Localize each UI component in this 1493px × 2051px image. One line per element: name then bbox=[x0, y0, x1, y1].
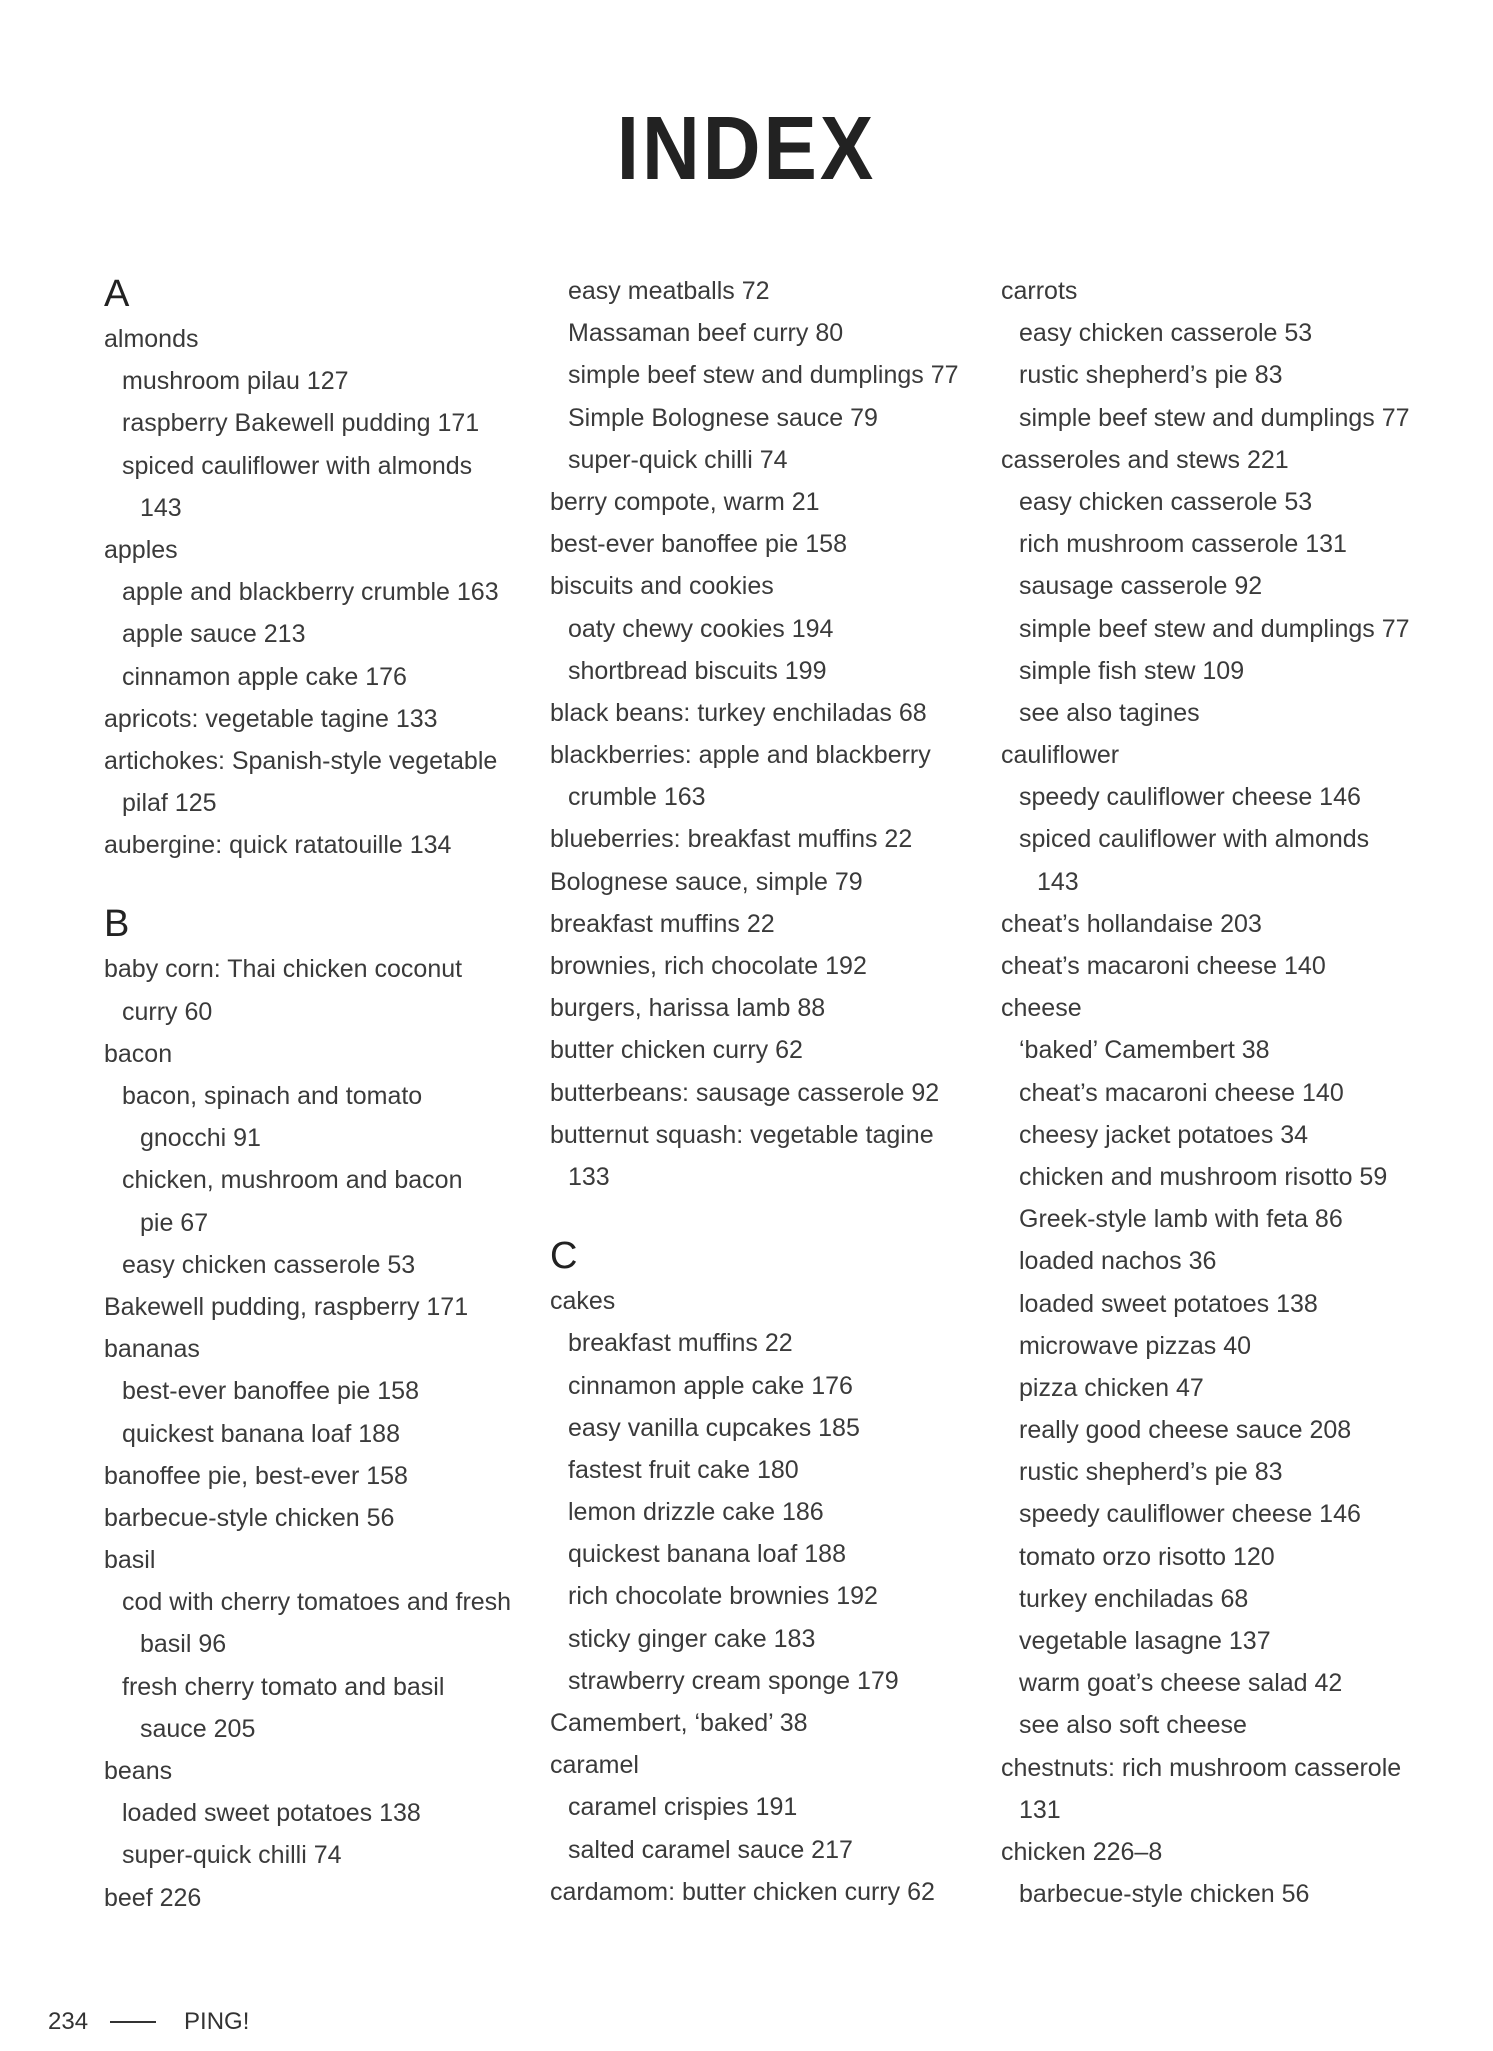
index-entry: burgers, harissa lamb 88 bbox=[550, 994, 826, 1023]
index-subentry: Simple Bolognese sauce 79 bbox=[568, 403, 878, 432]
index-entry: breakfast muffins 22 bbox=[550, 909, 775, 938]
index-subentry: Greek-style lamb with feta 86 bbox=[1019, 1205, 1343, 1234]
index-entry: cheat’s macaroni cheese 140 bbox=[1001, 952, 1326, 980]
index-continuation: sauce 205 bbox=[140, 1714, 256, 1743]
index-subentry: vegetable lasagne 137 bbox=[1019, 1627, 1271, 1655]
index-entry: bananas bbox=[104, 1335, 200, 1364]
book-title: PING! bbox=[184, 2008, 250, 2035]
index-subentry: turkey enchiladas 68 bbox=[1019, 1584, 1249, 1613]
index-subentry: spiced cauliflower with almonds bbox=[122, 451, 473, 480]
index-entry: carrots bbox=[1001, 277, 1078, 305]
index-subentry: cinnamon apple cake 176 bbox=[568, 1371, 853, 1400]
index-entry: brownies, rich chocolate 192 bbox=[550, 952, 867, 980]
index-subentry: 133 bbox=[568, 1162, 610, 1191]
index-entry: Camembert, ‘baked’ 38 bbox=[550, 1709, 808, 1737]
index-entry: artichokes: Spanish-style vegetable bbox=[104, 746, 498, 775]
index-entry: apples bbox=[104, 535, 178, 564]
index-column-2 bbox=[550, 270, 990, 1913]
index-entry: caramel bbox=[550, 1751, 639, 1780]
index-subentry: Massaman beef curry 80 bbox=[568, 319, 844, 348]
index-entry: almonds bbox=[104, 325, 199, 353]
index-subentry: mushroom pilau 127 bbox=[122, 367, 349, 396]
index-entry: banoffee pie, best-ever 158 bbox=[104, 1461, 408, 1490]
index-subentry: warm goat’s cheese salad 42 bbox=[1019, 1669, 1343, 1698]
index-subentry: barbecue-style chicken 56 bbox=[1019, 1880, 1310, 1909]
index-subentry: chicken, mushroom and bacon bbox=[122, 1166, 463, 1195]
index-subentry: pilaf 125 bbox=[122, 789, 217, 818]
index-subentry: super-quick chilli 74 bbox=[568, 445, 788, 474]
index-entry: baby corn: Thai chicken coconut bbox=[104, 955, 463, 984]
index-subentry: loaded sweet potatoes 138 bbox=[1019, 1289, 1318, 1318]
index-subentry: spiced cauliflower with almonds bbox=[1019, 825, 1370, 854]
index-subentry: cod with cherry tomatoes and fresh bbox=[122, 1588, 512, 1617]
index-subentry: apple and blackberry crumble 163 bbox=[122, 578, 499, 607]
index-subentry: caramel crispies 191 bbox=[568, 1793, 798, 1822]
index-entry: chestnuts: rich mushroom casserole bbox=[1001, 1753, 1402, 1782]
index-subentry: cheat’s macaroni cheese 140 bbox=[1019, 1078, 1344, 1107]
index-column-3 bbox=[1001, 270, 1441, 1915]
index-continuation: 143 bbox=[1037, 867, 1079, 896]
index-subentry: salted caramel sauce 217 bbox=[568, 1835, 853, 1864]
index-subentry: curry 60 bbox=[122, 997, 213, 1026]
index-entry: best-ever banoffee pie 158 bbox=[550, 530, 847, 559]
index-subentry: 131 bbox=[1019, 1795, 1061, 1824]
index-subentry: ‘baked’ Camembert 38 bbox=[1019, 1036, 1270, 1065]
index-entry: butterbeans: sausage casserole 92 bbox=[550, 1078, 940, 1107]
index-subentry: sausage casserole 92 bbox=[1019, 572, 1263, 601]
index-subentry: best-ever banoffee pie 158 bbox=[122, 1377, 419, 1406]
index-continuation: 143 bbox=[140, 493, 182, 522]
index-subentry: sticky ginger cake 183 bbox=[568, 1624, 816, 1653]
index-subentry: fastest fruit cake 180 bbox=[568, 1455, 799, 1484]
index-entry: butter chicken curry 62 bbox=[550, 1036, 803, 1065]
index-subentry: shortbread biscuits 199 bbox=[568, 656, 827, 685]
index-subentry: see also tagines bbox=[1019, 698, 1200, 727]
index-entry: casseroles and stews 221 bbox=[1001, 445, 1289, 474]
index-entry: butternut squash: vegetable tagine bbox=[550, 1120, 934, 1149]
page-footer bbox=[48, 2006, 249, 2038]
letter-heading: B bbox=[104, 903, 130, 946]
index-subentry: microwave pizzas 40 bbox=[1019, 1331, 1252, 1360]
index-subentry: simple beef stew and dumplings 77 bbox=[1019, 614, 1410, 643]
index-subentry: loaded nachos 36 bbox=[1019, 1247, 1217, 1276]
page-title: INDEX bbox=[616, 98, 877, 199]
index-subentry: quickest banana loaf 188 bbox=[568, 1540, 846, 1569]
index-entry: cheese bbox=[1001, 994, 1082, 1023]
index-subentry: breakfast muffins 22 bbox=[568, 1329, 793, 1358]
index-entry: chicken 226–8 bbox=[1001, 1837, 1163, 1866]
index-subentry: loaded sweet potatoes 138 bbox=[122, 1799, 421, 1828]
index-entry: barbecue-style chicken 56 bbox=[104, 1503, 395, 1532]
index-subentry: rustic shepherd’s pie 83 bbox=[1019, 361, 1283, 390]
index-entry: black beans: turkey enchiladas 68 bbox=[550, 698, 927, 727]
index-subentry: simple beef stew and dumplings 77 bbox=[568, 361, 959, 390]
index-subentry: chicken and mushroom risotto 59 bbox=[1019, 1162, 1388, 1191]
index-subentry: crumble 163 bbox=[568, 783, 706, 812]
index-continuation: basil 96 bbox=[140, 1630, 227, 1659]
index-subentry: pizza chicken 47 bbox=[1019, 1373, 1204, 1402]
index-entry: berry compote, warm 21 bbox=[550, 487, 820, 516]
index-subentry: easy chicken casserole 53 bbox=[1019, 319, 1313, 348]
index-entry: cakes bbox=[550, 1287, 616, 1316]
index-subentry: super-quick chilli 74 bbox=[122, 1841, 342, 1870]
index-subentry: tomato orzo risotto 120 bbox=[1019, 1542, 1275, 1571]
index-entry: basil bbox=[104, 1546, 156, 1575]
index-subentry: simple beef stew and dumplings 77 bbox=[1019, 403, 1410, 432]
index-entry: beans bbox=[104, 1757, 173, 1785]
footer-divider bbox=[110, 2021, 156, 2023]
index-subentry: rich chocolate brownies 192 bbox=[568, 1582, 878, 1611]
index-subentry: cheesy jacket potatoes 34 bbox=[1019, 1120, 1309, 1149]
index-subentry: speedy cauliflower cheese 146 bbox=[1019, 1500, 1361, 1529]
index-subentry: easy meatballs 72 bbox=[568, 277, 770, 305]
index-subentry: easy vanilla cupcakes 185 bbox=[568, 1413, 860, 1442]
index-entry: bacon bbox=[104, 1039, 173, 1068]
letter-heading: C bbox=[550, 1235, 578, 1278]
index-entry: biscuits and cookies bbox=[550, 572, 774, 601]
index-subentry: see also soft cheese bbox=[1019, 1711, 1247, 1740]
index-entry: blackberries: apple and blackberry bbox=[550, 741, 931, 770]
letter-heading: A bbox=[104, 273, 130, 315]
page-number: 234 bbox=[48, 2008, 89, 2035]
index-subentry: speedy cauliflower cheese 146 bbox=[1019, 783, 1361, 812]
index-column-1 bbox=[104, 270, 544, 1919]
index-entry: Bolognese sauce, simple 79 bbox=[550, 867, 863, 896]
index-subentry: raspberry Bakewell pudding 171 bbox=[122, 409, 480, 438]
index-entry: apricots: vegetable tagine 133 bbox=[104, 704, 438, 733]
index-entry: cheat’s hollandaise 203 bbox=[1001, 909, 1262, 938]
index-subentry: lemon drizzle cake 186 bbox=[568, 1498, 824, 1527]
index-subentry: bacon, spinach and tomato bbox=[122, 1082, 423, 1110]
index-entry: beef 226 bbox=[104, 1883, 202, 1912]
index-subentry: cinnamon apple cake 176 bbox=[122, 662, 407, 691]
index-subentry: rustic shepherd’s pie 83 bbox=[1019, 1458, 1283, 1487]
index-subentry: quickest banana loaf 188 bbox=[122, 1419, 400, 1448]
index-subentry: easy chicken casserole 53 bbox=[1019, 487, 1313, 516]
index-subentry: fresh cherry tomato and basil bbox=[122, 1672, 445, 1701]
index-entry: blueberries: breakfast muffins 22 bbox=[550, 825, 913, 854]
index-entry: aubergine: quick ratatouille 134 bbox=[104, 831, 452, 860]
index-subentry: oaty chewy cookies 194 bbox=[568, 614, 834, 643]
index-entry: Bakewell pudding, raspberry 171 bbox=[104, 1292, 469, 1321]
index-subentry: strawberry cream sponge 179 bbox=[568, 1666, 899, 1695]
index-subentry: really good cheese sauce 208 bbox=[1019, 1416, 1352, 1445]
index-subentry: easy chicken casserole 53 bbox=[122, 1250, 416, 1279]
index-entry: cardamom: butter chicken curry 62 bbox=[550, 1877, 935, 1906]
index-subentry: rich mushroom casserole 131 bbox=[1019, 530, 1347, 559]
index-continuation: gnocchi 91 bbox=[140, 1124, 261, 1153]
index-entry: cauliflower bbox=[1001, 741, 1120, 770]
index-subentry: simple fish stew 109 bbox=[1019, 656, 1245, 685]
index-continuation: pie 67 bbox=[140, 1208, 209, 1237]
index-subentry: apple sauce 213 bbox=[122, 620, 306, 649]
